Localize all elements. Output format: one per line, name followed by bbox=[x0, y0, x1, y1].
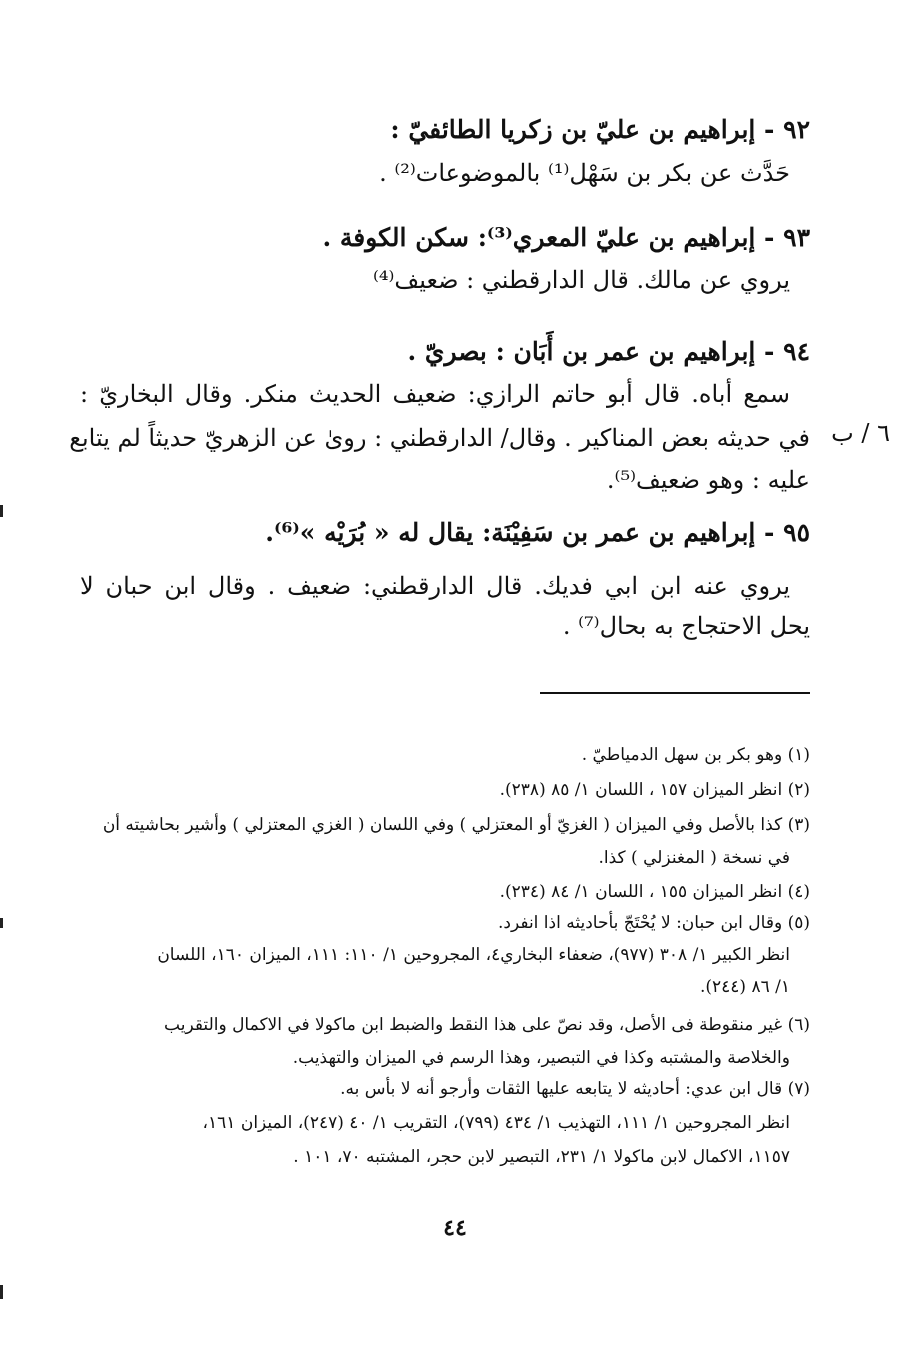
footnote-5: (٥) وقال ابن حبان: لا يُحْتَجّ بأحاديثه اذا انفرد. bbox=[497, 913, 810, 933]
entry-92-heading: ٩٢ - إبراهيم بن عليّ بن زكريا الطائفيّ : bbox=[390, 115, 810, 144]
footnote-3-cont: في نسخة ( المغنزلي ) كذا. bbox=[598, 848, 790, 868]
footnote-2: (٢) انظر الميزان ١٥٧ ، اللسان ١/ ٨٥ (٢٣٨). bbox=[499, 780, 810, 800]
footnote-7-ref-2: ١١٥٧، الاكمال لابن ماكولا ١/ ٢٣١، التبصير لابن حجر، المشتبه ٧٠، ١٠١ . bbox=[293, 1147, 790, 1167]
footnote-5-ref-1: انظر الكبير ١/ ٣٠٨ (٩٧٧)، ضعفاء البخاري٤، المجروحين ١/ ١١٠: ١١١، الميزان ١٦٠، اللسان bbox=[157, 945, 790, 965]
entry-94-line-3: عليه : وهو ضعيف⁽⁵⁾. bbox=[606, 466, 810, 494]
footnote-6: (٦) غير منقوطة فى الأصل، وقد نصّ على هذا النقط والضبط ابن ماكولا في الاكمال والتقريب bbox=[164, 1015, 810, 1035]
entry-94-line-1: سمع أباه. قال أبو حاتم الرازي: ضعيف الحديث منكر. وقال البخاريّ : bbox=[80, 380, 790, 408]
scan-edge-mark bbox=[0, 918, 3, 928]
footnote-3: (٣) كذا بالأصل وفي الميزان ( الغزيّ أو المعتزلي ) وفي اللسان ( الغزي المعتزلي ) وأشير بحاشيته أن bbox=[102, 815, 810, 835]
scan-edge-mark bbox=[0, 505, 3, 517]
entry-95-line-1: يروي عنه ابن ابي فديك. قال الدارقطني: ضعيف . وقال ابن حبان لا bbox=[80, 572, 790, 600]
scan-edge-mark bbox=[0, 1285, 3, 1299]
footnote-4: (٤) انظر الميزان ١٥٥ ، اللسان ١/ ٨٤ (٢٣٤). bbox=[499, 882, 810, 902]
entry-92-line-1: حَدَّث عن بكر بن سَهْل⁽¹⁾ بالموضوعات⁽²⁾ . bbox=[379, 159, 790, 187]
page-number: ٤٤ bbox=[443, 1215, 467, 1241]
entry-93-heading: ٩٣ - إبراهيم بن عليّ المعري⁽³⁾: سكن الكوفة . bbox=[322, 223, 810, 252]
folio-marginal-note: ٦ / ب bbox=[831, 419, 890, 447]
footnote-7: (٧) قال ابن عدي: أحاديثه لا يتابعه عليها الثقات وأرجو أنه لا بأس به. bbox=[340, 1079, 810, 1099]
entry-94-line-2: في حديثه بعض المناكير . وقال/ الدارقطني : روىٰ عن الزهريّ حديثاً لم يتابع bbox=[69, 424, 810, 452]
footnote-7-ref-1: انظر المجروحين ١/ ١١١، التهذيب ١/ ٤٣٤ (٧٩٩)، التقريب ١/ ٤٠ (٢٤٧)، الميزان ١٦١، bbox=[202, 1113, 790, 1133]
footnote-5-ref-2: ١/ ٨٦ (٢٤٤). bbox=[699, 977, 790, 997]
footnote-1: (١) وهو بكر بن سهل الدمياطيّ . bbox=[581, 745, 810, 765]
footnote-separator bbox=[540, 692, 810, 694]
entry-95-line-2: يحل الاحتجاج به بحال⁽⁷⁾ . bbox=[562, 612, 810, 640]
entry-93-line-1: يروي عن مالك. قال الدارقطني : ضعيف⁽⁴⁾ bbox=[372, 266, 790, 294]
footnote-6-cont: والخلاصة والمشتبه وكذا في التبصير، وهذا الرسم في الميزان والتهذيب. bbox=[292, 1048, 790, 1068]
entry-95-heading: ٩٥ - إبراهيم بن عمر بن سَفِيْنَة: يقال له « بُرَيْه »⁽⁶⁾. bbox=[265, 518, 810, 547]
entry-94-heading: ٩٤ - إبراهيم بن عمر بن أَبَان : بصريّ . bbox=[407, 337, 810, 366]
